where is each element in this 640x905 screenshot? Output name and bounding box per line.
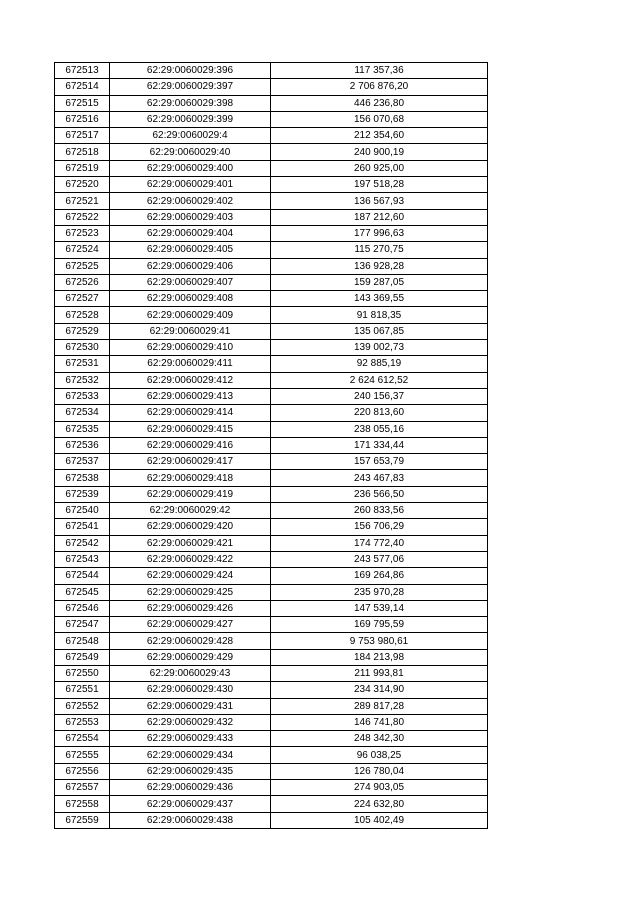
cadastral-value-cell: 105 402,49 — [271, 812, 488, 828]
row-number-cell: 672529 — [55, 323, 110, 339]
cadastral-number-cell: 62:29:0060029:429 — [110, 649, 271, 665]
cadastral-number-cell: 62:29:0060029:415 — [110, 421, 271, 437]
cadastral-value-cell: 2 624 612,52 — [271, 372, 488, 388]
cadastral-value-cell: 135 067,85 — [271, 323, 488, 339]
table-row — [55, 812, 488, 828]
cadastral-value-cell: 177 996,63 — [271, 225, 488, 241]
cadastral-number-cell: 62:29:0060029:410 — [110, 340, 271, 356]
table-row — [55, 405, 488, 421]
table-row — [55, 503, 488, 519]
table-row — [55, 568, 488, 584]
row-number-cell: 672526 — [55, 274, 110, 290]
table-row — [55, 144, 488, 160]
cadastral-number-cell: 62:29:0060029:411 — [110, 356, 271, 372]
table-row — [55, 307, 488, 323]
table-row — [55, 421, 488, 437]
cadastral-number-cell: 62:29:0060029:426 — [110, 600, 271, 616]
table-row — [55, 698, 488, 714]
table-row — [55, 340, 488, 356]
row-number-cell: 672517 — [55, 128, 110, 144]
cadastral-value-cell: 156 706,29 — [271, 519, 488, 535]
row-number-cell: 672522 — [55, 209, 110, 225]
row-number-cell: 672552 — [55, 698, 110, 714]
row-number-cell: 672513 — [55, 63, 110, 79]
row-number-cell: 672543 — [55, 551, 110, 567]
row-number-cell: 672518 — [55, 144, 110, 160]
cadastral-number-cell: 62:29:0060029:405 — [110, 242, 271, 258]
row-number-cell: 672528 — [55, 307, 110, 323]
row-number-cell: 672557 — [55, 780, 110, 796]
table-row — [55, 551, 488, 567]
cadastral-number-cell: 62:29:0060029:422 — [110, 551, 271, 567]
cadastral-value-cell: 9 753 980,61 — [271, 633, 488, 649]
table-row — [55, 258, 488, 274]
row-number-cell: 672520 — [55, 177, 110, 193]
row-number-cell: 672533 — [55, 388, 110, 404]
cadastral-value-cell: 169 795,59 — [271, 617, 488, 633]
cadastral-number-cell: 62:29:0060029:419 — [110, 486, 271, 502]
row-number-cell: 672540 — [55, 503, 110, 519]
table-row — [55, 291, 488, 307]
cadastral-number-cell: 62:29:0060029:406 — [110, 258, 271, 274]
table-row — [55, 649, 488, 665]
table-row — [55, 193, 488, 209]
cadastral-value-cell: 235 970,28 — [271, 584, 488, 600]
cadastral-value-cell: 159 287,05 — [271, 274, 488, 290]
table-row — [55, 323, 488, 339]
table-row — [55, 63, 488, 79]
cadastral-number-cell: 62:29:0060029:409 — [110, 307, 271, 323]
row-number-cell: 672534 — [55, 405, 110, 421]
cadastral-value-cell: 446 236,80 — [271, 95, 488, 111]
table-row — [55, 682, 488, 698]
row-number-cell: 672551 — [55, 682, 110, 698]
table-row — [55, 95, 488, 111]
table-row — [55, 747, 488, 763]
table-row — [55, 242, 488, 258]
cadastral-value-cell: 146 741,80 — [271, 714, 488, 730]
row-number-cell: 672559 — [55, 812, 110, 828]
cadastral-value-cell: 211 993,81 — [271, 665, 488, 681]
cadastral-number-cell: 62:29:0060029:436 — [110, 780, 271, 796]
row-number-cell: 672539 — [55, 486, 110, 502]
cadastral-number-cell: 62:29:0060029:437 — [110, 796, 271, 812]
cadastral-value-cell: 184 213,98 — [271, 649, 488, 665]
table-row — [55, 535, 488, 551]
cadastral-number-cell: 62:29:0060029:435 — [110, 763, 271, 779]
cadastral-number-cell: 62:29:0060029:4 — [110, 128, 271, 144]
cadastral-value-cell: 234 314,90 — [271, 682, 488, 698]
cadastral-number-cell: 62:29:0060029:403 — [110, 209, 271, 225]
cadastral-value-cell: 260 833,56 — [271, 503, 488, 519]
cadastral-value-cell: 243 577,06 — [271, 551, 488, 567]
cadastral-value-cell: 115 270,75 — [271, 242, 488, 258]
cadastral-value-cell: 136 567,93 — [271, 193, 488, 209]
cadastral-number-cell: 62:29:0060029:397 — [110, 79, 271, 95]
cadastral-value-cell: 274 903,05 — [271, 780, 488, 796]
row-number-cell: 672537 — [55, 454, 110, 470]
table-row — [55, 796, 488, 812]
row-number-cell: 672548 — [55, 633, 110, 649]
row-number-cell: 672550 — [55, 665, 110, 681]
cadastral-value-cell: 236 566,50 — [271, 486, 488, 502]
cadastral-number-cell: 62:29:0060029:438 — [110, 812, 271, 828]
cadastral-value-cell: 126 780,04 — [271, 763, 488, 779]
row-number-cell: 672516 — [55, 111, 110, 127]
table-row — [55, 600, 488, 616]
cadastral-value-cell: 224 632,80 — [271, 796, 488, 812]
cadastral-value-cell: 157 653,79 — [271, 454, 488, 470]
cadastral-number-cell: 62:29:0060029:425 — [110, 584, 271, 600]
row-number-cell: 672524 — [55, 242, 110, 258]
cadastral-value-cell: 220 813,60 — [271, 405, 488, 421]
cadastral-number-cell: 62:29:0060029:41 — [110, 323, 271, 339]
cadastral-value-cell: 260 925,00 — [271, 160, 488, 176]
cadastral-value-cell: 96 038,25 — [271, 747, 488, 763]
cadastral-number-cell: 62:29:0060029:413 — [110, 388, 271, 404]
table-row — [55, 665, 488, 681]
cadastral-number-cell: 62:29:0060029:416 — [110, 437, 271, 453]
cadastral-value-cell: 117 357,36 — [271, 63, 488, 79]
cadastral-value-cell: 169 264,86 — [271, 568, 488, 584]
cadastral-value-cell: 212 354,60 — [271, 128, 488, 144]
cadastral-value-cell: 2 706 876,20 — [271, 79, 488, 95]
cadastral-value-cell: 238 055,16 — [271, 421, 488, 437]
row-number-cell: 672514 — [55, 79, 110, 95]
row-number-cell: 672544 — [55, 568, 110, 584]
table-row — [55, 177, 488, 193]
cadastral-number-cell: 62:29:0060029:434 — [110, 747, 271, 763]
table-row — [55, 372, 488, 388]
row-number-cell: 672530 — [55, 340, 110, 356]
table-row — [55, 79, 488, 95]
cadastral-number-cell: 62:29:0060029:431 — [110, 698, 271, 714]
row-number-cell: 672542 — [55, 535, 110, 551]
cadastral-number-cell: 62:29:0060029:400 — [110, 160, 271, 176]
row-number-cell: 672525 — [55, 258, 110, 274]
cadastral-number-cell: 62:29:0060029:402 — [110, 193, 271, 209]
row-number-cell: 672549 — [55, 649, 110, 665]
cadastral-number-cell: 62:29:0060029:433 — [110, 731, 271, 747]
cadastral-number-cell: 62:29:0060029:412 — [110, 372, 271, 388]
table-row — [55, 617, 488, 633]
table-row — [55, 780, 488, 796]
cadastral-value-cell: 240 156,37 — [271, 388, 488, 404]
cadastral-number-cell: 62:29:0060029:427 — [110, 617, 271, 633]
cadastral-value-cell: 92 885,19 — [271, 356, 488, 372]
row-number-cell: 672556 — [55, 763, 110, 779]
cadastral-number-cell: 62:29:0060029:421 — [110, 535, 271, 551]
cadastral-number-cell: 62:29:0060029:430 — [110, 682, 271, 698]
cadastral-number-cell: 62:29:0060029:420 — [110, 519, 271, 535]
table-row — [55, 437, 488, 453]
cadastral-value-cell: 197 518,28 — [271, 177, 488, 193]
cadastral-value-table — [54, 62, 488, 829]
cadastral-number-cell: 62:29:0060029:408 — [110, 291, 271, 307]
cadastral-number-cell: 62:29:0060029:404 — [110, 225, 271, 241]
row-number-cell: 672553 — [55, 714, 110, 730]
table-row — [55, 584, 488, 600]
cadastral-value-cell: 136 928,28 — [271, 258, 488, 274]
cadastral-value-cell: 243 467,83 — [271, 470, 488, 486]
row-number-cell: 672541 — [55, 519, 110, 535]
table-row — [55, 454, 488, 470]
table-row — [55, 519, 488, 535]
cadastral-number-cell: 62:29:0060029:43 — [110, 665, 271, 681]
row-number-cell: 672519 — [55, 160, 110, 176]
cadastral-value-cell: 187 212,60 — [271, 209, 488, 225]
row-number-cell: 672547 — [55, 617, 110, 633]
cadastral-value-cell: 171 334,44 — [271, 437, 488, 453]
table-row — [55, 486, 488, 502]
cadastral-number-cell: 62:29:0060029:399 — [110, 111, 271, 127]
cadastral-number-cell: 62:29:0060029:396 — [110, 63, 271, 79]
cadastral-value-cell: 139 002,73 — [271, 340, 488, 356]
cadastral-number-cell: 62:29:0060029:414 — [110, 405, 271, 421]
row-number-cell: 672521 — [55, 193, 110, 209]
row-number-cell: 672515 — [55, 95, 110, 111]
table-row — [55, 763, 488, 779]
row-number-cell: 672546 — [55, 600, 110, 616]
cadastral-number-cell: 62:29:0060029:407 — [110, 274, 271, 290]
cadastral-number-cell: 62:29:0060029:417 — [110, 454, 271, 470]
table-row — [55, 356, 488, 372]
cadastral-number-cell: 62:29:0060029:42 — [110, 503, 271, 519]
row-number-cell: 672531 — [55, 356, 110, 372]
row-number-cell: 672536 — [55, 437, 110, 453]
cadastral-number-cell: 62:29:0060029:401 — [110, 177, 271, 193]
table-row — [55, 111, 488, 127]
table-row — [55, 209, 488, 225]
table-row — [55, 388, 488, 404]
table-row — [55, 160, 488, 176]
row-number-cell: 672535 — [55, 421, 110, 437]
row-number-cell: 672538 — [55, 470, 110, 486]
row-number-cell: 672527 — [55, 291, 110, 307]
cadastral-value-cell: 147 539,14 — [271, 600, 488, 616]
cadastral-value-cell: 143 369,55 — [271, 291, 488, 307]
table-row — [55, 731, 488, 747]
cadastral-value-cell: 156 070,68 — [271, 111, 488, 127]
row-number-cell: 672558 — [55, 796, 110, 812]
table-row — [55, 128, 488, 144]
row-number-cell: 672554 — [55, 731, 110, 747]
table-row — [55, 274, 488, 290]
table-body — [55, 63, 488, 829]
table-row — [55, 225, 488, 241]
cadastral-value-cell: 174 772,40 — [271, 535, 488, 551]
cadastral-value-cell: 248 342,30 — [271, 731, 488, 747]
row-number-cell: 672532 — [55, 372, 110, 388]
cadastral-value-cell: 240 900,19 — [271, 144, 488, 160]
cadastral-value-cell: 289 817,28 — [271, 698, 488, 714]
cadastral-number-cell: 62:29:0060029:432 — [110, 714, 271, 730]
cadastral-number-cell: 62:29:0060029:428 — [110, 633, 271, 649]
table-row — [55, 470, 488, 486]
cadastral-number-cell: 62:29:0060029:418 — [110, 470, 271, 486]
cadastral-value-cell: 91 818,35 — [271, 307, 488, 323]
row-number-cell: 672545 — [55, 584, 110, 600]
row-number-cell: 672523 — [55, 225, 110, 241]
cadastral-number-cell: 62:29:0060029:424 — [110, 568, 271, 584]
table-row — [55, 633, 488, 649]
table-row — [55, 714, 488, 730]
cadastral-number-cell: 62:29:0060029:40 — [110, 144, 271, 160]
cadastral-number-cell: 62:29:0060029:398 — [110, 95, 271, 111]
row-number-cell: 672555 — [55, 747, 110, 763]
